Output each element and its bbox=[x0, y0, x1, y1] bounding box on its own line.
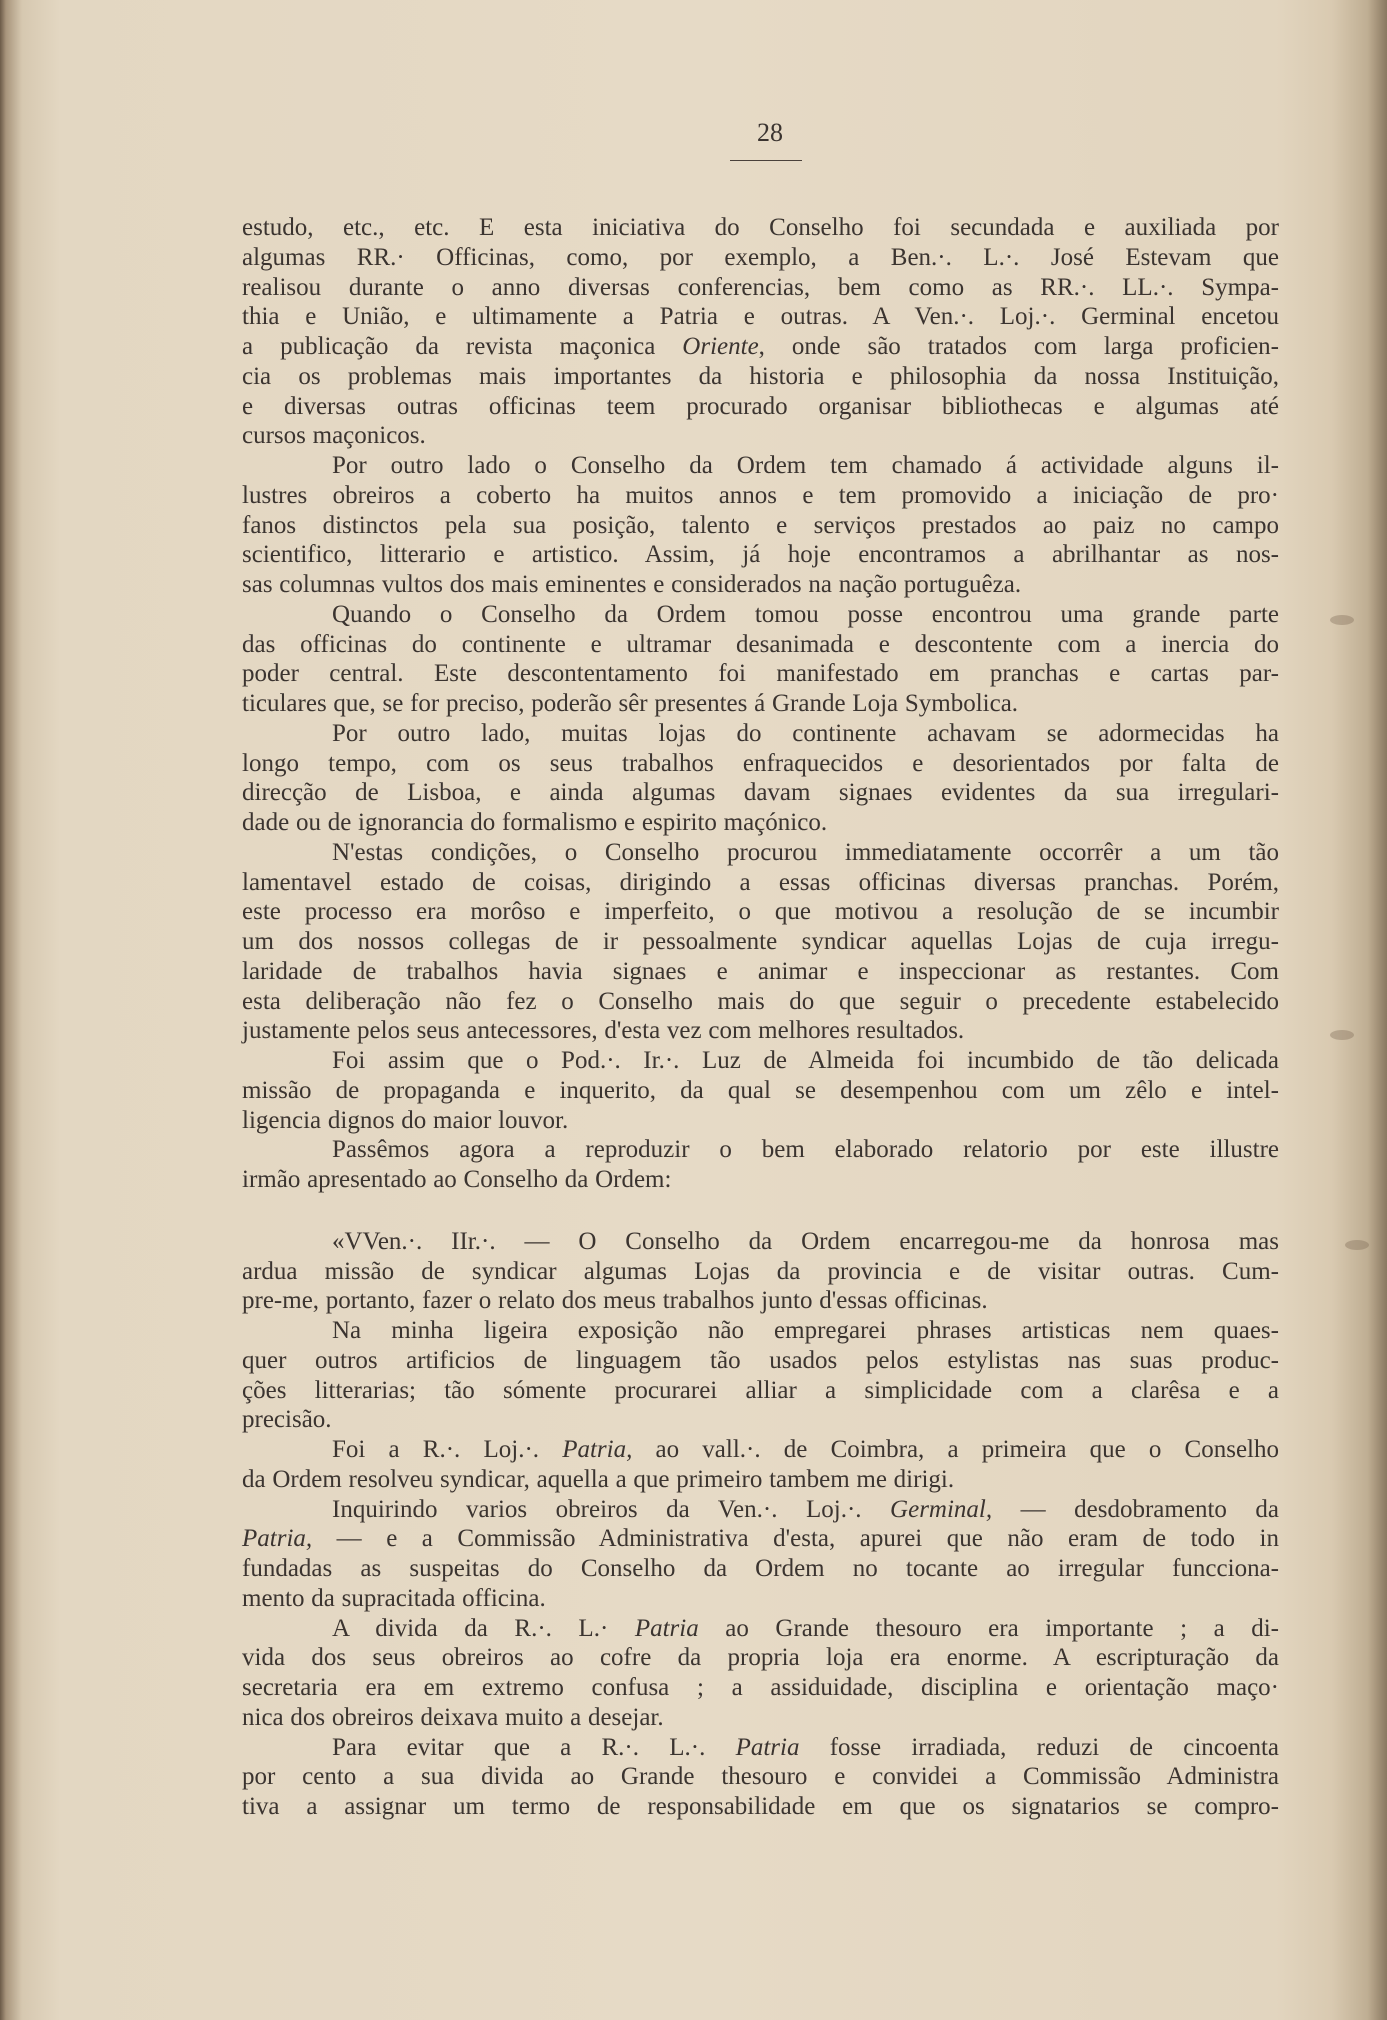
text-line bbox=[242, 1316, 1279, 1346]
text-segment: precisão. bbox=[242, 1406, 332, 1434]
text-segment: fanos distinctos pela sua posição, talento e serviços prestados ao paiz no campo bbox=[242, 511, 1279, 539]
margin-stain bbox=[1345, 1240, 1369, 1250]
text-line bbox=[242, 1465, 1279, 1495]
text-segment: das officinas do continente e ultramar desanimada e descontente com a inercia do bbox=[242, 630, 1279, 658]
text-segment: dade ou de ignorancia do formalismo e espirito maçónico. bbox=[242, 809, 828, 836]
text-line bbox=[242, 689, 1279, 719]
text-segment: poder central. Este descontentamento foi manifestado em pranchas e cartas par- bbox=[242, 660, 1279, 688]
text-line bbox=[242, 897, 1279, 927]
text-line bbox=[242, 778, 1279, 808]
text-line bbox=[242, 1106, 1279, 1136]
text-segment: N'estas condições, o Conselho procurou immediatamente occorrêr a um tão bbox=[332, 838, 1279, 866]
text-segment: tiva a assignar um termo de responsabilidade em que os signatarios se compro- bbox=[242, 1793, 1279, 1820]
text-segment: esta deliberação não fez o Conselho mais do que seguir o precedente estabelecido bbox=[242, 987, 1279, 1015]
text-segment: estudo, etc., etc. E esta iniciativa do Conselho foi secundada e auxiliada por bbox=[242, 214, 1279, 241]
text-line bbox=[242, 1673, 1279, 1703]
text-line bbox=[242, 451, 1279, 481]
italic-text: Oriente bbox=[682, 333, 759, 360]
text-line bbox=[242, 1286, 1279, 1316]
text-line bbox=[242, 1257, 1279, 1287]
text-line bbox=[242, 1016, 1279, 1046]
text-line bbox=[242, 213, 1279, 243]
text-segment: pre-me, portanto, fazer o relato dos meus trabalhos junto d'essas officinas. bbox=[242, 1287, 988, 1315]
text-segment: ticulares que, se for preciso, poderão sêr presentes á Grande Loja Symbolica. bbox=[242, 690, 1019, 717]
text-line bbox=[242, 1524, 1279, 1554]
text-segment: Foi assim que o Pod.·. Ir.·. Luz de Almeida foi incumbido de tão delicada bbox=[332, 1047, 1279, 1074]
text-segment: fundadas as suspeitas do Conselho da Ordem no tocante ao irregular funcciona- bbox=[242, 1555, 1279, 1582]
text-segment: algumas RR.· Officinas, como, por exemplo, a Ben.·. L.·. José Estevam que bbox=[242, 243, 1279, 271]
text-segment: justamente pelos seus antecessores, d'esta vez com melhores resultados. bbox=[242, 1017, 965, 1045]
text-segment: longo tempo, com os seus trabalhos enfraquecidos e desorientados por falta de bbox=[242, 749, 1279, 777]
text-segment: sas columnas vultos dos mais eminentes e considerados na nação portuguêza. bbox=[242, 571, 1022, 598]
text-segment: lamentavel estado de coisas, dirigindo a essas officinas diversas pranchas. Porém, bbox=[242, 868, 1279, 896]
italic-text: Germinal, bbox=[890, 1495, 993, 1523]
text-segment: Por outro lado o Conselho da Ordem tem chamado á actividade alguns il- bbox=[332, 452, 1279, 479]
text-line bbox=[242, 868, 1279, 898]
text-line bbox=[242, 1346, 1279, 1376]
text-segment: «VVen.·. IIr.·. — O Conselho da Ordem encarregou-me da honrosa mas bbox=[332, 1227, 1279, 1255]
italic-text: Patria, bbox=[562, 1436, 633, 1463]
text-line bbox=[242, 1643, 1279, 1673]
italic-text: Patria bbox=[634, 1614, 699, 1642]
text-line bbox=[242, 540, 1279, 570]
text-line bbox=[242, 1762, 1279, 1792]
text-line bbox=[242, 1792, 1279, 1822]
text-line bbox=[242, 1733, 1279, 1763]
text-line bbox=[242, 1135, 1279, 1165]
text-line bbox=[242, 838, 1279, 868]
text-segment: lustres obreiros a coberto ha muitos annos e tem promovido a iniciação de pro· bbox=[242, 481, 1279, 509]
text-line bbox=[242, 987, 1279, 1017]
text-segment: missão de propaganda e inquerito, da qual se desempenhou com um zêlo e intel- bbox=[242, 1076, 1279, 1104]
body-text bbox=[242, 213, 1279, 1822]
text-segment: e diversas outras officinas teem procurado organisar bibliothecas e algumas até bbox=[242, 392, 1279, 420]
page-number: 28 bbox=[757, 118, 783, 147]
text-segment: cursos maçonicos. bbox=[242, 422, 426, 450]
text-line bbox=[242, 600, 1279, 630]
text-line bbox=[242, 332, 1279, 362]
text-segment: ções litterarias; tão sómente procurarei alliar a simplicidade com a clarêsa e a bbox=[242, 1376, 1279, 1404]
text-line bbox=[242, 659, 1279, 689]
text-line bbox=[242, 273, 1279, 303]
text-segment: ligencia dignos do maior louvor. bbox=[242, 1106, 569, 1134]
text-segment: Para evitar que a R.·. L.·. bbox=[332, 1733, 736, 1761]
text-segment: — desdobramento da bbox=[992, 1495, 1279, 1523]
text-line bbox=[242, 421, 1279, 451]
text-line bbox=[242, 927, 1279, 957]
text-segment: vida dos seus obreiros ao cofre da propria loja era enorme. A escripturação da bbox=[242, 1644, 1279, 1672]
text-line bbox=[242, 957, 1279, 987]
text-line bbox=[242, 392, 1279, 422]
text-segment: cia os problemas mais importantes da historia e philosophia da nossa Instituição, bbox=[242, 362, 1279, 390]
text-line bbox=[242, 481, 1279, 511]
text-line bbox=[242, 511, 1279, 541]
text-segment: Por outro lado, muitas lojas do continente achavam se adormecidas ha bbox=[332, 719, 1279, 747]
text-segment: ardua missão de syndicar algumas Lojas da provincia e de visitar outras. Cum- bbox=[242, 1257, 1279, 1285]
text-segment: direcção de Lisboa, e ainda algumas davam signaes evidentes da sua irregulari- bbox=[242, 779, 1279, 807]
italic-text: Patria bbox=[735, 1733, 800, 1761]
text-segment: realisou durante o anno diversas conferencias, bem como as RR.·. LL.·. Sympa- bbox=[242, 273, 1279, 301]
text-line bbox=[242, 1046, 1279, 1076]
italic-text: Patria, bbox=[242, 1525, 313, 1553]
text-segment: quer outros artificios de linguagem tão usados pelos estylistas nas suas produc- bbox=[242, 1346, 1279, 1374]
text-segment: Na minha ligeira exposição não empregarei phrases artisticas nem quaes- bbox=[332, 1317, 1279, 1344]
text-line bbox=[242, 362, 1279, 392]
text-segment: Foi a R.·. Loj.·. bbox=[332, 1436, 563, 1463]
text-segment: fosse irradiada, reduzi de cincoenta bbox=[799, 1733, 1279, 1761]
text-segment: um dos nossos collegas de ir pessoalmente syndicar aquellas Lojas de cuja irregu- bbox=[242, 928, 1279, 955]
text-segment: ao vall.·. de Coimbra, a primeira que o Conselho bbox=[632, 1436, 1280, 1463]
text-line bbox=[242, 243, 1279, 273]
text-line bbox=[242, 1435, 1279, 1465]
text-segment: Passêmos agora a reproduzir o bem elaborado relatorio por este illustre bbox=[332, 1136, 1279, 1164]
text-line bbox=[242, 1703, 1279, 1733]
text-segment: nica dos obreiros deixava muito a desejar. bbox=[242, 1703, 664, 1731]
text-segment: da Ordem resolveu syndicar, aquella a que primeiro tambem me dirigi. bbox=[242, 1465, 955, 1493]
text-segment: Inquirindo varios obreiros da Ven.·. Loj.·. bbox=[332, 1495, 891, 1523]
margin-stain bbox=[1330, 615, 1354, 625]
text-line bbox=[242, 1227, 1279, 1257]
text-segment: irmão apresentado ao Conselho da Ordem: bbox=[242, 1166, 672, 1193]
page-number-rule bbox=[730, 160, 802, 161]
text-line bbox=[242, 1376, 1279, 1406]
text-segment: mento da supracitada officina. bbox=[242, 1584, 546, 1612]
text-segment: , onde são tratados com larga proficien- bbox=[758, 333, 1279, 360]
text-line bbox=[242, 1584, 1279, 1614]
text-segment: — e a Commissão Administrativa d'esta, apurei que não eram de todo in bbox=[312, 1525, 1279, 1553]
text-line bbox=[242, 1405, 1279, 1435]
text-line bbox=[242, 1495, 1279, 1525]
text-segment: A divida da R.·. L.· bbox=[332, 1614, 635, 1642]
text-line bbox=[242, 808, 1279, 838]
text-segment: este processo era morôso e imperfeito, o que motivou a resolução de se incumbir bbox=[242, 898, 1279, 926]
text-segment: ao Grande thesouro era importante ; a di- bbox=[698, 1614, 1279, 1642]
text-segment: laridade de trabalhos havia signaes e animar e inspeccionar as restantes. Com bbox=[242, 957, 1279, 985]
text-line bbox=[242, 630, 1279, 660]
text-line bbox=[242, 1614, 1279, 1644]
margin-stain bbox=[1330, 1030, 1354, 1040]
text-segment: a publicação da revista maçonica bbox=[242, 333, 683, 360]
text-line bbox=[242, 749, 1279, 779]
text-line bbox=[242, 570, 1279, 600]
text-line bbox=[242, 1076, 1279, 1106]
text-line bbox=[242, 1165, 1279, 1195]
text-segment: thia e União, e ultimamente a Patria e outras. A Ven.·. Loj.·. Germinal encetou bbox=[242, 303, 1279, 331]
text-line bbox=[242, 302, 1279, 332]
text-segment: secretaria era em extremo confusa ; a assiduidade, disciplina e orientação maço· bbox=[242, 1674, 1279, 1701]
text-line bbox=[242, 1554, 1279, 1584]
text-segment: Quando o Conselho da Ordem tomou posse encontrou uma grande parte bbox=[332, 600, 1279, 628]
text-segment: por cento a sua divida ao Grande thesouro e convidei a Commissão Administra bbox=[242, 1763, 1279, 1791]
text-line bbox=[242, 719, 1279, 749]
text-segment: scientifico, litterario e artistico. Assim, já hoje encontramos a abrilhantar as nos- bbox=[242, 541, 1279, 569]
